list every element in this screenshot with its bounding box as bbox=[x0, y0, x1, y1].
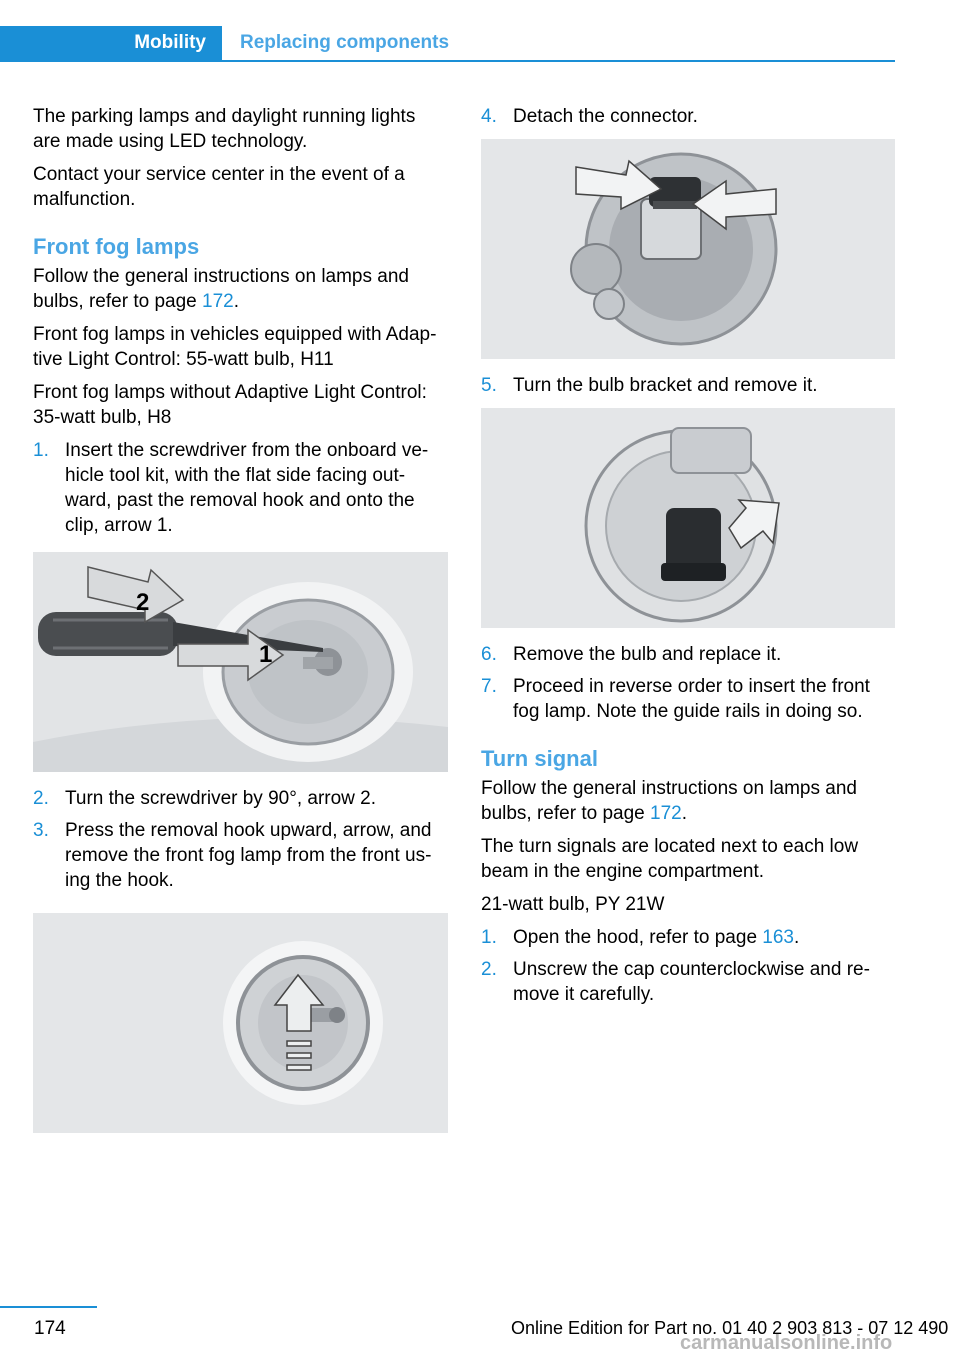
removal-hook-illustration bbox=[33, 913, 448, 1133]
turn-signal-bulb: 21-watt bulb, PY 21W bbox=[481, 894, 665, 915]
edition-note: Online Edition for Part no. 01 40 2 903 813 - 07 12 490 bbox=[511, 1318, 949, 1338]
tab-replacing-components[interactable]: Replacing components bbox=[240, 32, 450, 53]
screwdriver-illustration bbox=[33, 552, 448, 772]
connector-figure bbox=[481, 139, 895, 359]
turn-signal-heading: Turn signal bbox=[481, 746, 598, 771]
fog-steps-list-2 bbox=[33, 786, 448, 893]
footer-rule bbox=[0, 1306, 97, 1308]
left-column bbox=[33, 104, 448, 1147]
fog-steps-list bbox=[33, 438, 448, 538]
header-rule bbox=[0, 60, 895, 62]
bulb-bracket-figure bbox=[481, 408, 895, 628]
fog-steps-list-5 bbox=[481, 642, 895, 724]
list-item: 6. Remove the bulb and replace it. bbox=[481, 644, 782, 665]
screwdriver-figure bbox=[33, 552, 448, 772]
fog-noalc-spec: Front fog lamps without Adaptive Light Control: 35‑watt bulb, H8 bbox=[33, 382, 427, 428]
list-item: 4. Detach the connector. bbox=[481, 106, 698, 127]
page-link-163[interactable]: 163 bbox=[762, 927, 794, 948]
turn-signal-location: The turn signals are located next to each low beam in the engine compartment. bbox=[481, 836, 859, 882]
list-item: 5. Turn the bulb bracket and remove it. bbox=[481, 375, 818, 396]
list-item: 3. Press the removal hook upward, arrow, and remove the front fog lamp from the front us‐ing the hook. bbox=[33, 820, 432, 891]
bulb-bracket-illustration bbox=[481, 408, 895, 628]
led-note: The parking lamps and daylight running lights are made using LED technology. bbox=[33, 106, 416, 152]
arrow-label-2: 2 bbox=[136, 589, 150, 616]
turn-signal-steps bbox=[481, 925, 895, 1007]
right-column bbox=[481, 104, 895, 1014]
fog-general-instructions: Follow the general instructions on lamps and bulbs, refer to page 172. bbox=[33, 266, 409, 312]
service-note: Contact your service center in the event of a malfunction. bbox=[33, 164, 405, 210]
fog-steps-list-3 bbox=[481, 104, 895, 129]
connector-illustration bbox=[481, 139, 895, 359]
watermark: carmanualsonline.info bbox=[680, 1332, 893, 1354]
page-number: 174 bbox=[34, 1318, 66, 1339]
removal-hook-figure bbox=[33, 913, 448, 1133]
arrow-label-1: 1 bbox=[259, 641, 273, 668]
list-item: 7. Proceed in reverse order to insert the front fog lamp. Note the guide rails in doing so. bbox=[481, 676, 870, 722]
turn-general-instructions: Follow the general instructions on lamps and bulbs, refer to page 172. bbox=[481, 778, 857, 824]
page-link-172[interactable]: 172 bbox=[650, 803, 682, 824]
list-item: 1. Insert the screwdriver from the onboard ve‐hicle tool kit, with the flat side facing out‐ward, past the removal hook and onto the clip, arrow 1. bbox=[33, 440, 429, 536]
fog-alc-spec: Front fog lamps in vehicles equipped with Adap‐tive Light Control: 55‑watt bulb, H11 bbox=[33, 324, 437, 370]
list-item: 1. Open the hood, refer to page 163. bbox=[481, 927, 800, 948]
fog-lamps-heading: Front fog lamps bbox=[33, 234, 200, 259]
list-item: 2. Unscrew the cap counterclockwise and re‐move it carefully. bbox=[481, 959, 870, 1005]
tab-mobility[interactable]: Mobility bbox=[0, 26, 222, 60]
page-link-172[interactable]: 172 bbox=[202, 291, 234, 312]
list-item: 2. Turn the screwdriver by 90°, arrow 2. bbox=[33, 788, 377, 809]
header-tabs bbox=[0, 26, 895, 60]
fog-steps-list-4 bbox=[481, 373, 895, 398]
